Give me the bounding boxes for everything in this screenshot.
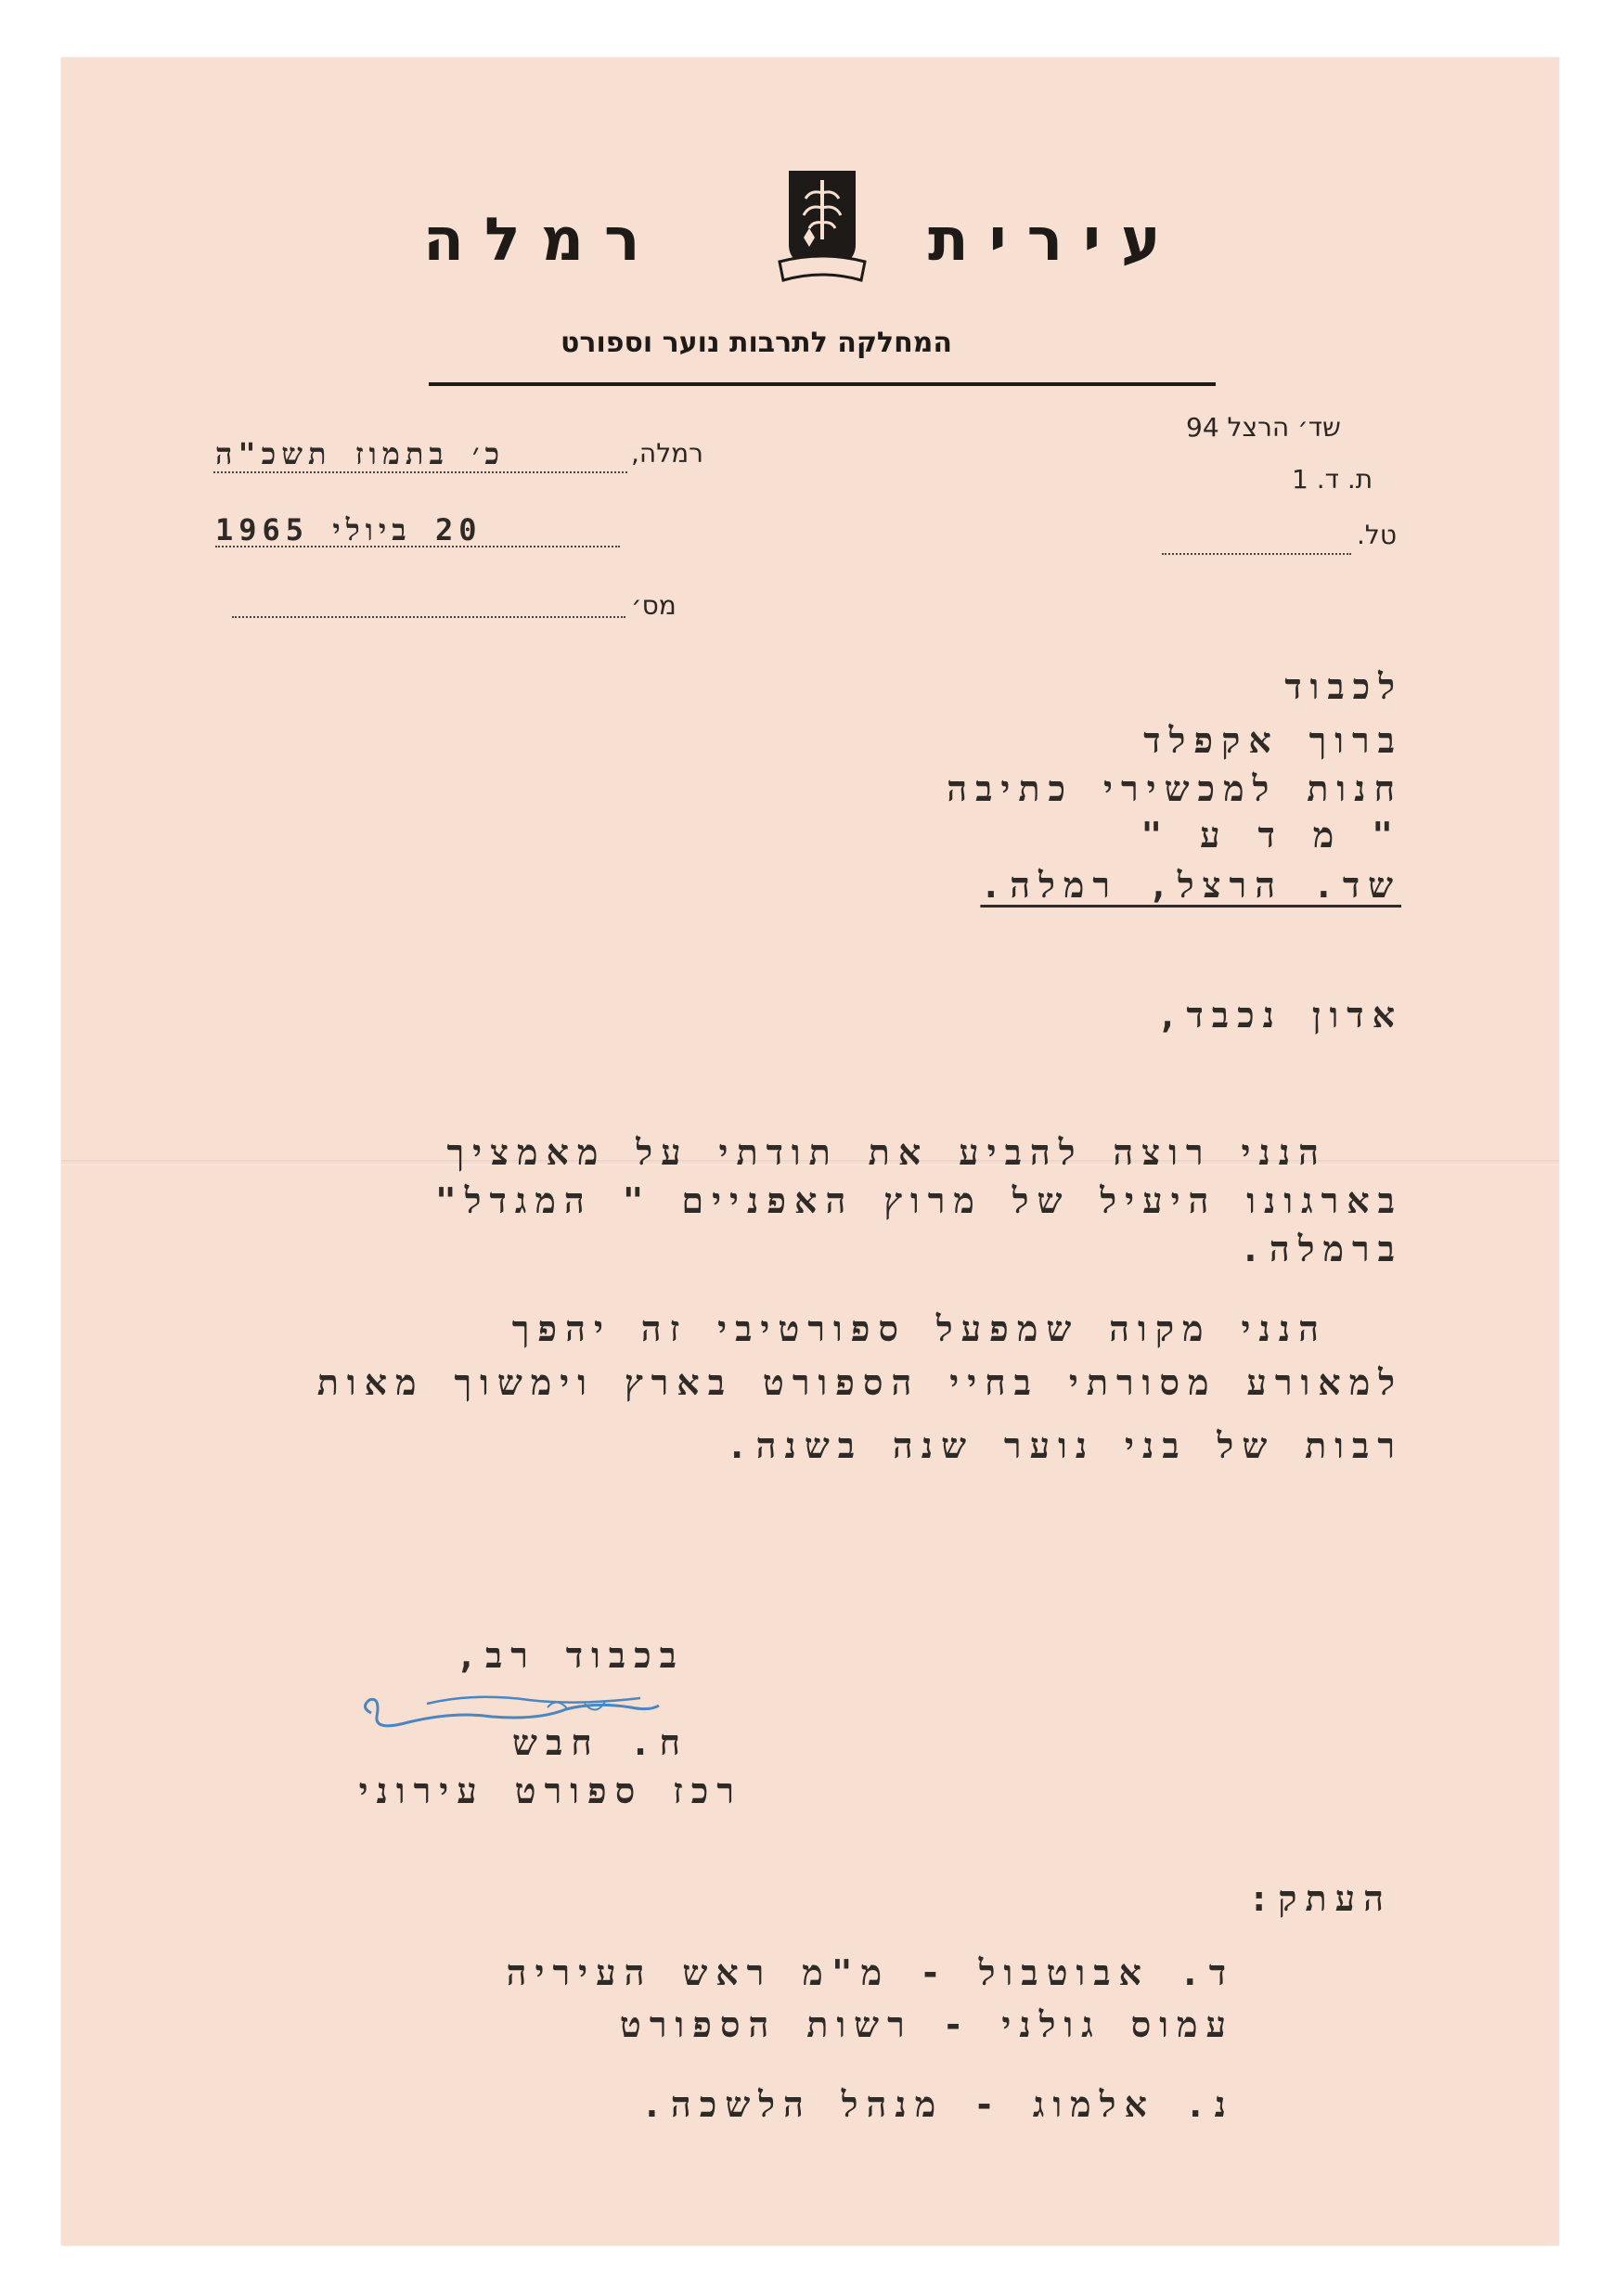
ramla-emblem-icon	[776, 165, 869, 284]
addressee-street: שד. הרצל, רמלה.	[980, 865, 1401, 906]
closing-regards: בכבוד רב,	[456, 1635, 685, 1676]
gregorian-date: 20 ביולי 1965	[215, 512, 483, 547]
addressee-name: ברוך אקפלד	[1143, 720, 1403, 761]
letterhead-rule	[429, 382, 1216, 386]
copies-line-3: נ. אלמוג - מנהל הלשכה.	[641, 2084, 1234, 2125]
body-p1-line3: ברמלה.	[1239, 1229, 1403, 1269]
addressee-honorific: לכבוד	[1284, 666, 1403, 707]
phone-label: טל.	[1357, 520, 1397, 550]
hebrew-date: כ׳ בתמוז תשכ"ה	[215, 436, 506, 471]
letterhead-word-left: רמלה	[423, 206, 661, 275]
department-name: המחלקה לתרבות נוער וספורט	[561, 327, 952, 359]
place-label: רמלה,	[631, 438, 703, 469]
reference-label: מס׳	[631, 590, 677, 621]
salutation: אדון נכבד,	[1156, 995, 1403, 1036]
letterhead-word-right: עירית	[928, 206, 1181, 275]
body-p1-line1: הנני רוצה להביע את תודתי על מאמציך	[446, 1132, 1327, 1173]
reference-dotted-line	[232, 616, 625, 618]
copies-line-2: עמוס גולני - רשות הספורט	[619, 2004, 1234, 2045]
body-p2-line2: למאורע מסורתי בחיי הספורט בארץ וימשוך מאות	[316, 1362, 1403, 1403]
addressee-business: חנות למכשירי כתיבה	[947, 768, 1403, 809]
copies-label: העתק:	[1248, 1878, 1392, 1919]
hebrew-date-dotted-line	[213, 471, 627, 473]
body-p2-line3: רבות של בני נוער שנה בשנה.	[726, 1425, 1403, 1466]
body-p2-line1: הנני מקוה שמפעל ספורטיבי זה יהפך	[511, 1308, 1327, 1349]
closing-name: ח. חבש	[512, 1722, 689, 1763]
po-box-line: ת. ד. 1	[1292, 464, 1373, 495]
addressee-shop-name: " מ ד ע "	[1141, 815, 1401, 856]
body-p1-line2: בארגונו היעיל של מרוץ האפניים " המגדל"	[434, 1180, 1403, 1221]
copies-line-1: ד. אבוטבול - מ"מ ראש העיריה	[506, 1952, 1234, 1993]
closing-title: רכז ספורט עירוני	[358, 1771, 742, 1811]
address-line: שד׳ הרצל 94	[1186, 412, 1341, 443]
phone-dotted-line	[1162, 553, 1351, 555]
